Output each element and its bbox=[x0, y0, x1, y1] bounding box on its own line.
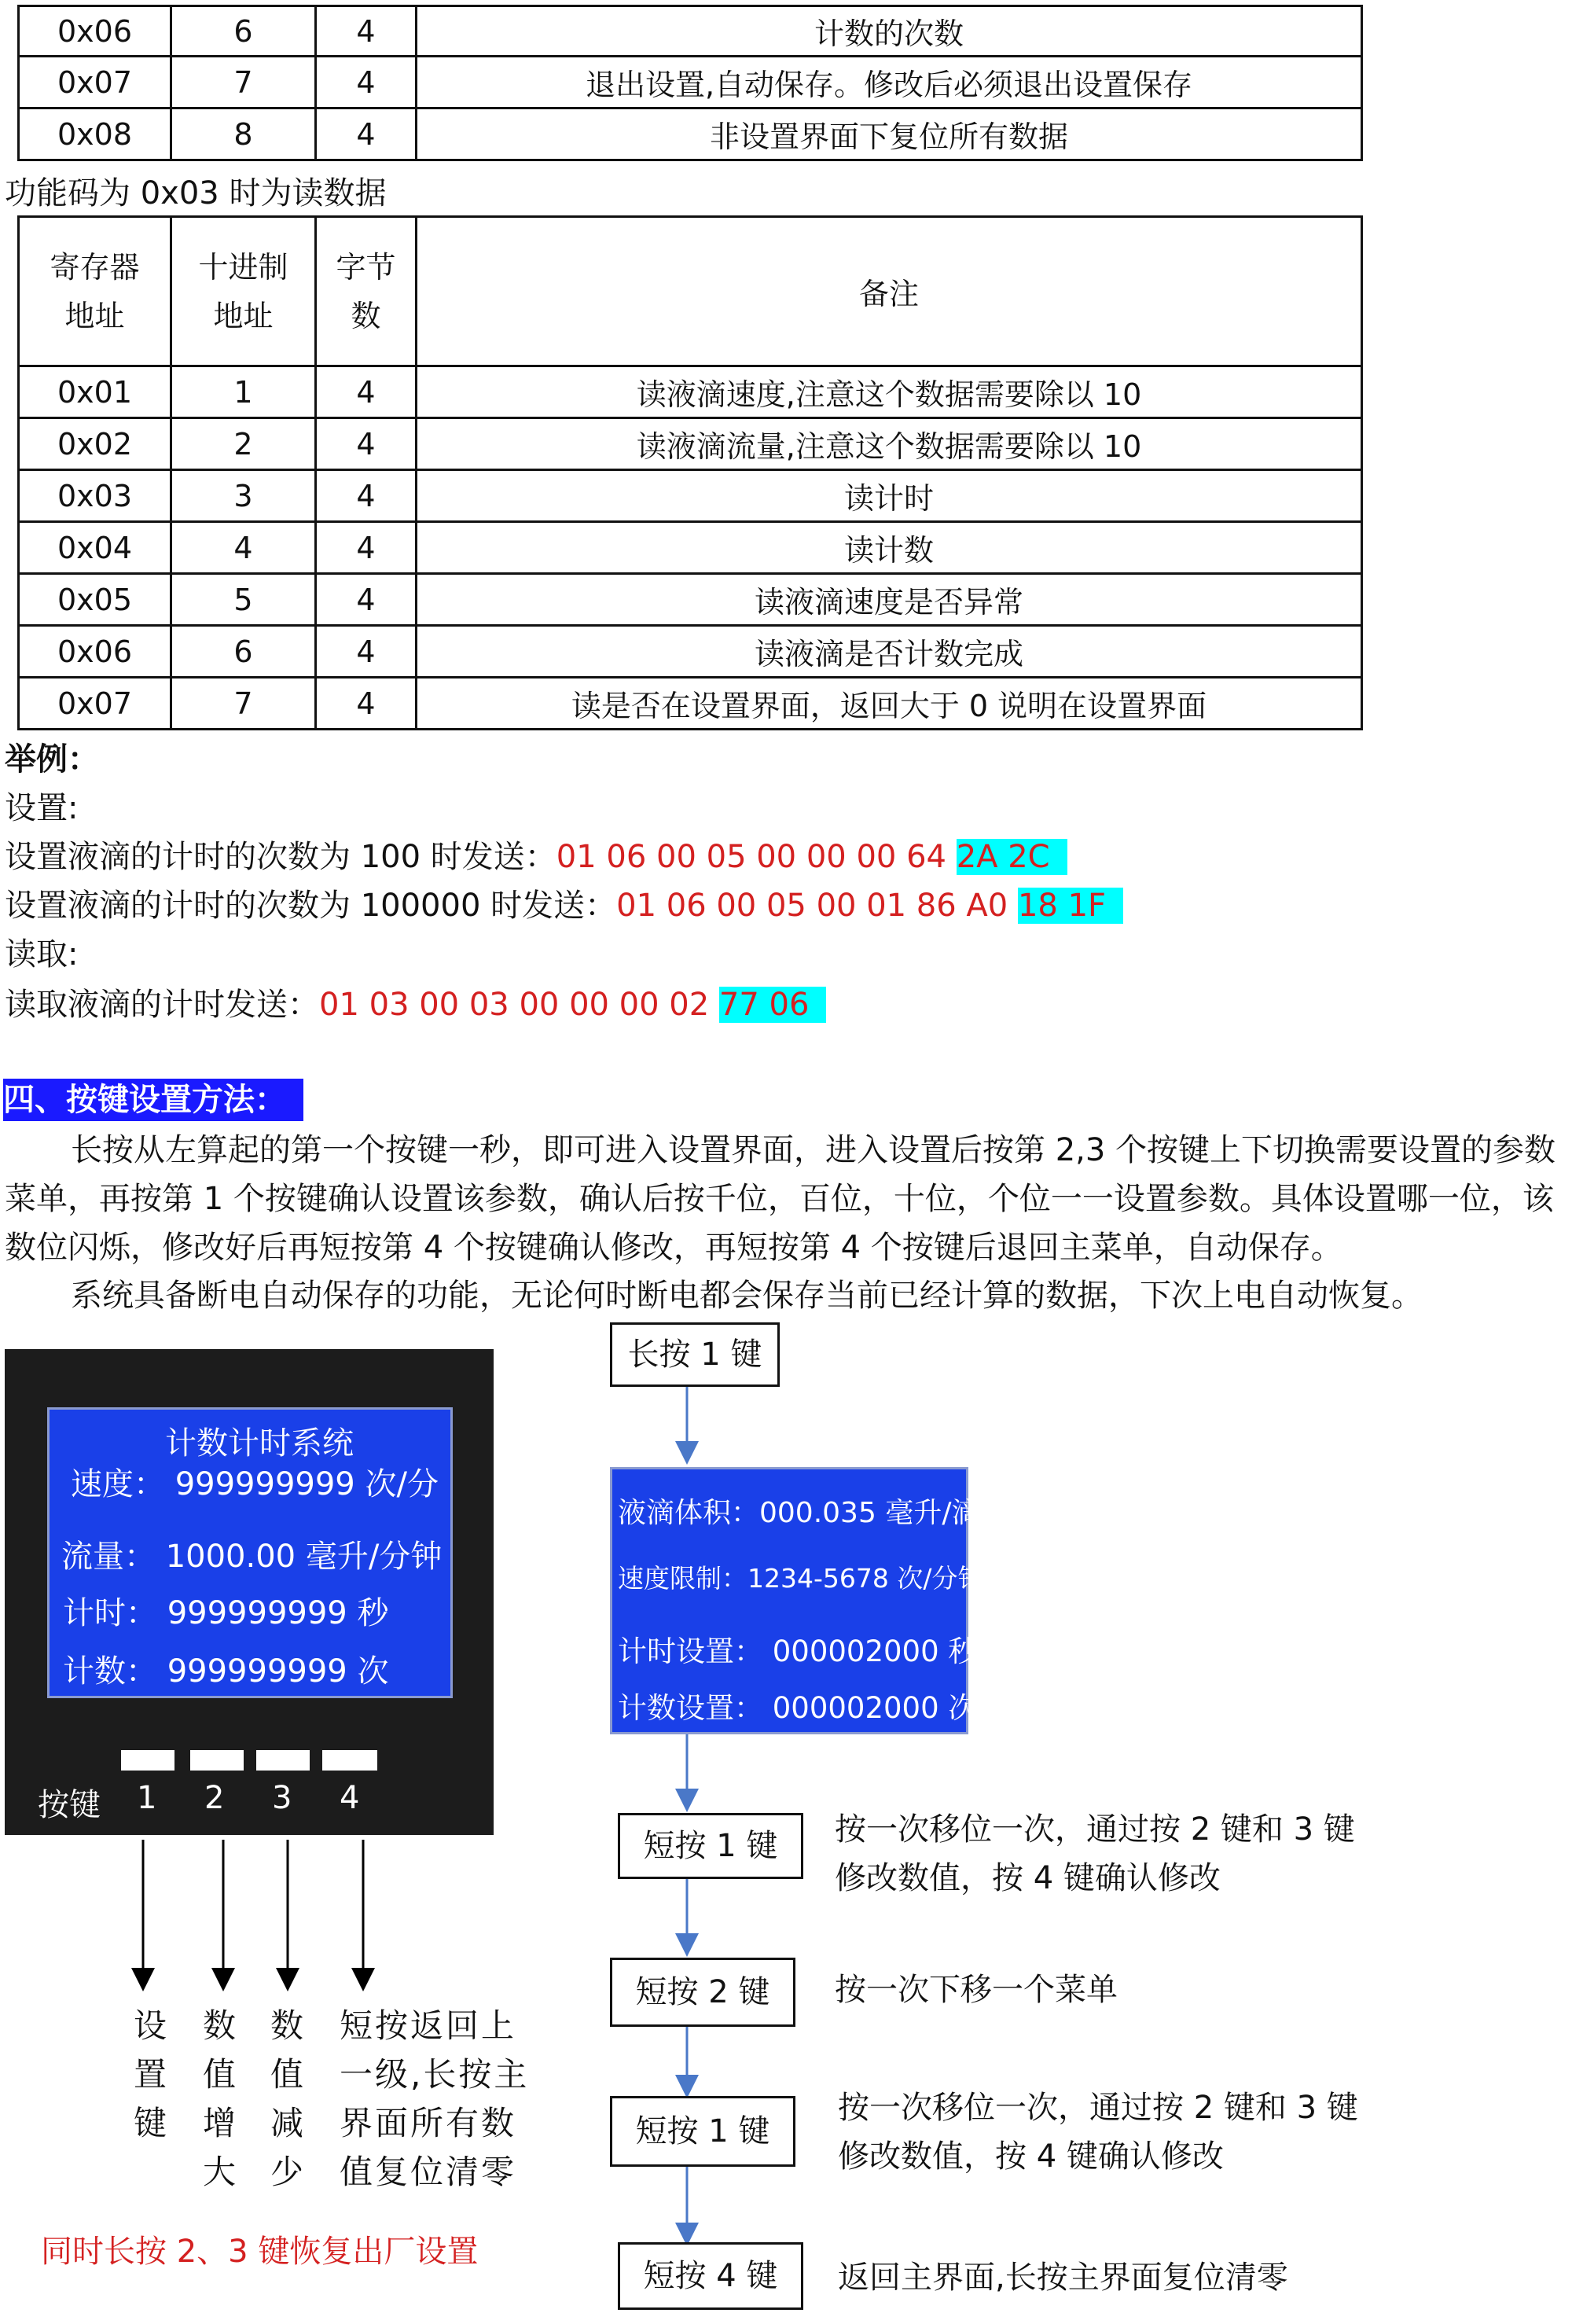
flow-step-desc: 返回主界面,长按主界面复位清零 bbox=[838, 2260, 1288, 2296]
note-cell: 非设置界面下复位所有数据 bbox=[417, 108, 1362, 160]
header-bytes: 字节 数 bbox=[316, 217, 417, 366]
dec-cell: 8 bbox=[171, 108, 316, 160]
bytes-cell: 4 bbox=[316, 626, 417, 678]
flow-step-short-press-4: 短按 4 键 bbox=[618, 2242, 803, 2310]
addr-cell: 0x03 bbox=[19, 470, 171, 522]
section-heading: 四、按键设置方法： bbox=[3, 1079, 303, 1121]
example-1: 设置液滴的计时的次数为 100 时发送：01 06 00 05 00 00 00 64 2A 2C bbox=[5, 832, 1067, 877]
addr-cell: 0x05 bbox=[19, 574, 171, 626]
key-2-function: 数 值 增 大 bbox=[202, 2006, 236, 2191]
header-note: 备注 bbox=[417, 217, 1362, 366]
note-cell: 读液滴流量,注意这个数据需要除以 10 bbox=[417, 418, 1362, 470]
key-number: 4 bbox=[340, 1780, 360, 1816]
key-number: 1 bbox=[137, 1780, 157, 1816]
settings-speed-limit: 速度限制：1234-5678 次/分钟 bbox=[618, 1563, 984, 1594]
dec-cell: 7 bbox=[171, 678, 316, 730]
set-label: 设置: bbox=[5, 790, 79, 826]
note-cell: 读计数 bbox=[417, 522, 1362, 574]
addr-cell: 0x01 bbox=[19, 366, 171, 418]
dec-cell: 2 bbox=[171, 418, 316, 470]
note-cell: 读液滴是否计数完成 bbox=[417, 626, 1362, 678]
example-2-crc: 18 1F bbox=[1018, 888, 1123, 924]
lcd-flow: 流量： 1000.00 毫升/分钟 bbox=[61, 1539, 443, 1575]
example-3-code: 01 03 00 03 00 00 00 02 bbox=[319, 987, 710, 1023]
example-3-crc: 77 06 bbox=[719, 987, 827, 1023]
bytes-cell: 4 bbox=[316, 470, 417, 522]
bytes-cell: 4 bbox=[316, 574, 417, 626]
bytes-cell: 4 bbox=[316, 57, 417, 108]
flow-step-long-press-1: 长按 1 键 bbox=[610, 1322, 780, 1387]
dec-cell: 6 bbox=[171, 6, 316, 57]
key-1-function: 设 置 键 bbox=[133, 2006, 167, 2142]
header-dec: 十进制 地址 bbox=[171, 217, 316, 366]
example-3: 读取液滴的计时发送：01 03 00 03 00 00 00 02 77 06 bbox=[5, 980, 826, 1024]
addr-cell: 0x08 bbox=[19, 108, 171, 160]
settings-timer: 计时设置： 000002000 秒 bbox=[618, 1635, 978, 1668]
dec-cell: 6 bbox=[171, 626, 316, 678]
note-cell: 读计时 bbox=[417, 470, 1362, 522]
key-4-function: 短按返回上 一级,长按主 界面所有数 值复位清零 bbox=[340, 2006, 530, 2191]
bytes-cell: 4 bbox=[316, 522, 417, 574]
note-cell: 读液滴速度,注意这个数据需要除以 10 bbox=[417, 366, 1362, 418]
note-cell: 退出设置,自动保存。修改后必须退出设置保存 bbox=[417, 57, 1362, 108]
addr-cell: 0x02 bbox=[19, 418, 171, 470]
read-label: 读取: bbox=[5, 936, 79, 973]
examples-title: 举例： bbox=[5, 741, 99, 778]
dec-cell: 3 bbox=[171, 470, 316, 522]
lcd-speed: 速度： 999999999 次/分 bbox=[71, 1466, 439, 1502]
key-arrows bbox=[143, 1840, 363, 1980]
keys-label: 按键 bbox=[38, 1787, 101, 1823]
section-paragraph-1: 长按从左算起的第一个按键一秒，即可进入设置界面，进入设置后按第 2,3 个按键上下切换需要设置的参数菜单，再按第 1 个按键确认设置该参数，确认后按千位，百位，十位，个位一一设置参数。具体设置哪一位，该数位闪烁，修改好后再短按第 4 个按键确认修改，再短按第 4 个按键后退回主菜单，自动保存。 bbox=[5, 1132, 1556, 1266]
addr-cell: 0x04 bbox=[19, 522, 171, 574]
example-1-crc: 2A 2C bbox=[957, 839, 1067, 875]
header-addr: 寄存器 地址 bbox=[19, 217, 171, 366]
section-paragraph-2: 系统具备断电自动保存的功能，无论何时断电都会保存当前已经计算的数据，下次上电自动恢复。 bbox=[71, 1278, 1423, 1314]
note-cell: 计数的次数 bbox=[417, 6, 1362, 57]
bytes-cell: 4 bbox=[316, 418, 417, 470]
read-caption: 功能码为 0x03 时为读数据 bbox=[5, 175, 387, 211]
example-2: 设置液滴的计时的次数为 100000 时发送：01 06 00 05 00 01 86 A0 18 1F bbox=[5, 881, 1123, 925]
key-number: 3 bbox=[272, 1780, 292, 1816]
example-2-code: 01 06 00 05 00 01 86 A0 bbox=[616, 888, 1008, 924]
dec-cell: 5 bbox=[171, 574, 316, 626]
settings-count: 计数设置： 000002000 次 bbox=[618, 1691, 978, 1725]
note-cell: 读是否在设置界面，返回大于 0 说明在设置界面 bbox=[417, 678, 1362, 730]
key-number: 2 bbox=[204, 1780, 225, 1816]
key-3-function: 数 值 减 少 bbox=[270, 2006, 303, 2191]
flow-step-desc: 按一次移位一次，通过按 2 键和 3 键 修改数值，按 4 键确认修改 bbox=[838, 2090, 1358, 2175]
addr-cell: 0x06 bbox=[19, 626, 171, 678]
addr-cell: 0x07 bbox=[19, 57, 171, 108]
dec-cell: 4 bbox=[171, 522, 316, 574]
lcd-title: 计数计时系统 bbox=[165, 1425, 354, 1462]
settings-volume: 液滴体积：000.035 毫升/滴 bbox=[618, 1497, 980, 1529]
dec-cell: 1 bbox=[171, 366, 316, 418]
flow-step-desc: 按一次下移一个菜单 bbox=[835, 1972, 1118, 2008]
example-1-code: 01 06 00 05 00 00 00 64 bbox=[556, 839, 946, 875]
flow-step-short-press-1-again: 短按 1 键 bbox=[610, 2096, 795, 2167]
lcd-timer: 计时： 999999999 秒 bbox=[63, 1595, 389, 1631]
flow-step-short-press-2: 短按 2 键 bbox=[610, 1958, 795, 2027]
addr-cell: 0x06 bbox=[19, 6, 171, 57]
addr-cell: 0x07 bbox=[19, 678, 171, 730]
flow-step-short-press-1: 短按 1 键 bbox=[618, 1813, 803, 1879]
note-cell: 读液滴速度是否异常 bbox=[417, 574, 1362, 626]
bytes-cell: 4 bbox=[316, 6, 417, 57]
factory-reset-note: 同时长按 2、3 键恢复出厂设置 bbox=[41, 2234, 479, 2270]
bytes-cell: 4 bbox=[316, 366, 417, 418]
bytes-cell: 4 bbox=[316, 108, 417, 160]
bytes-cell: 4 bbox=[316, 678, 417, 730]
flow-step-desc: 按一次移位一次，通过按 2 键和 3 键 修改数值，按 4 键确认修改 bbox=[835, 1811, 1355, 1896]
lcd-count: 计数： 999999999 次 bbox=[63, 1653, 389, 1690]
dec-cell: 7 bbox=[171, 57, 316, 108]
